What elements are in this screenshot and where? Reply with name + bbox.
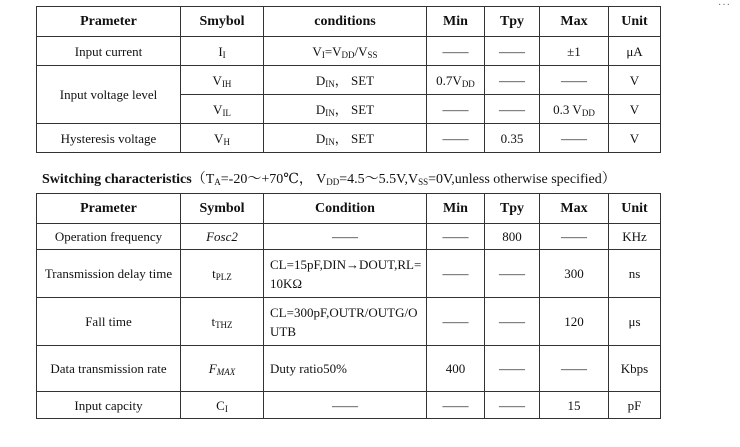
- table-row: [37, 346, 661, 392]
- switching-characteristics-caption: Switching $characteristics(T_A=-20\sim+70℃$， $V_{DD}=4.5\sim 5.5V,V_{SS}=0V,unless$ otherwise specified）: [42, 172, 616, 187]
- unit-cell: μA: [609, 37, 661, 66]
- max-cell: 300: [540, 250, 609, 298]
- condition-cell: $V_I=V_{DD}/V_{SS}$: [264, 37, 427, 66]
- typ-cell: ——: [485, 298, 540, 346]
- header-unit: Unit: [609, 194, 661, 224]
- table-row: [37, 392, 661, 419]
- max-cell: 15: [540, 392, 609, 419]
- table-row: [37, 298, 661, 346]
- symbol-cell: $F_{MAX}$: [181, 346, 264, 392]
- symbol-cell: $t_{THZ}$: [181, 298, 264, 346]
- max-cell: 120: [540, 298, 609, 346]
- switching-characteristics-table: [36, 193, 661, 419]
- header-symbol: Symbol: [181, 194, 264, 224]
- header-conditions: conditions: [264, 7, 427, 37]
- min-cell: ——: [427, 124, 485, 153]
- condition-cell: Duty ratio50%: [264, 346, 427, 392]
- param-cell: Operation frequency: [37, 224, 181, 250]
- max-cell: 0.3 $V_{DD}$: [540, 95, 609, 124]
- unit-cell: ns: [609, 250, 661, 298]
- header-max: Max: [540, 7, 609, 37]
- condition-cell: ——: [264, 392, 427, 419]
- param-cell: Input voltage level: [37, 66, 181, 124]
- corner-dots: ···: [718, 0, 731, 11]
- header-min: Min: [427, 7, 485, 37]
- condition-cell: $D_{IN}$， SET: [264, 95, 427, 124]
- unit-cell: KHz: [609, 224, 661, 250]
- max-cell: ——: [540, 224, 609, 250]
- table-header-row: [37, 7, 661, 37]
- unit-cell: pF: [609, 392, 661, 419]
- unit-cell: μs: [609, 298, 661, 346]
- max-cell: ±1: [540, 37, 609, 66]
- header-max: Max: [540, 194, 609, 224]
- param-cell: Data transmission rate: [37, 346, 181, 392]
- typ-cell: ——: [485, 392, 540, 419]
- table-header-row: [37, 194, 661, 224]
- min-cell: ——: [427, 392, 485, 419]
- param-cell: Hysteresis voltage: [37, 124, 181, 153]
- condition-cell: CL=300pF,OUTR/OUTG/OUTB: [264, 298, 427, 346]
- max-cell: ——: [540, 346, 609, 392]
- unit-cell: V: [609, 124, 661, 153]
- table-row: [37, 37, 661, 66]
- unit-cell: V: [609, 95, 661, 124]
- typ-cell: ——: [485, 346, 540, 392]
- unit-cell: V: [609, 66, 661, 95]
- min-cell: $0.7V_{DD}$: [427, 66, 485, 95]
- table-row: [37, 250, 661, 298]
- typ-cell: ——: [485, 66, 540, 95]
- min-cell: ——: [427, 95, 485, 124]
- param-cell: Input current: [37, 37, 181, 66]
- header-unit: Unit: [609, 7, 661, 37]
- param-cell: Transmission delay time: [37, 250, 181, 298]
- min-cell: ——: [427, 250, 485, 298]
- header-symbol: Smybol: [181, 7, 264, 37]
- condition-cell: $D_{IN}$， SET: [264, 124, 427, 153]
- header-parameter: Prameter: [37, 7, 181, 37]
- param-cell: Fall time: [37, 298, 181, 346]
- table-row: [37, 66, 661, 95]
- symbol-cell: $V_H$: [181, 124, 264, 153]
- table-row: [37, 124, 661, 153]
- typ-cell: 0.35: [485, 124, 540, 153]
- symbol-cell: $V_{IH}$: [181, 66, 264, 95]
- min-cell: ——: [427, 37, 485, 66]
- typ-cell: ——: [485, 37, 540, 66]
- table-row: [37, 224, 661, 250]
- unit-cell: Kbps: [609, 346, 661, 392]
- min-cell: ——: [427, 224, 485, 250]
- typ-cell: 800: [485, 224, 540, 250]
- header-typ: Tpy: [485, 194, 540, 224]
- symbol-cell: $I_I$: [181, 37, 264, 66]
- symbol-cell: $t_{PLZ}$: [181, 250, 264, 298]
- header-typ: Tpy: [485, 7, 540, 37]
- condition-cell: ——: [264, 224, 427, 250]
- symbol-cell: $C_I$: [181, 392, 264, 419]
- symbol-cell: $V_{IL}$: [181, 95, 264, 124]
- param-cell: Input capcity: [37, 392, 181, 419]
- max-cell: ——: [540, 124, 609, 153]
- typ-cell: ——: [485, 95, 540, 124]
- header-parameter: Prameter: [37, 194, 181, 224]
- condition-cell: $D_{IN}$， SET: [264, 66, 427, 95]
- header-min: Min: [427, 194, 485, 224]
- min-cell: ——: [427, 298, 485, 346]
- max-cell: ——: [540, 66, 609, 95]
- condition-cell: CL=15pF,DIN→DOUT,RL=10KΩ: [264, 250, 427, 298]
- min-cell: 400: [427, 346, 485, 392]
- symbol-cell: Fosc2: [181, 224, 264, 250]
- header-condition: Condition: [264, 194, 427, 224]
- typ-cell: ——: [485, 250, 540, 298]
- static-characteristics-table: [36, 6, 661, 153]
